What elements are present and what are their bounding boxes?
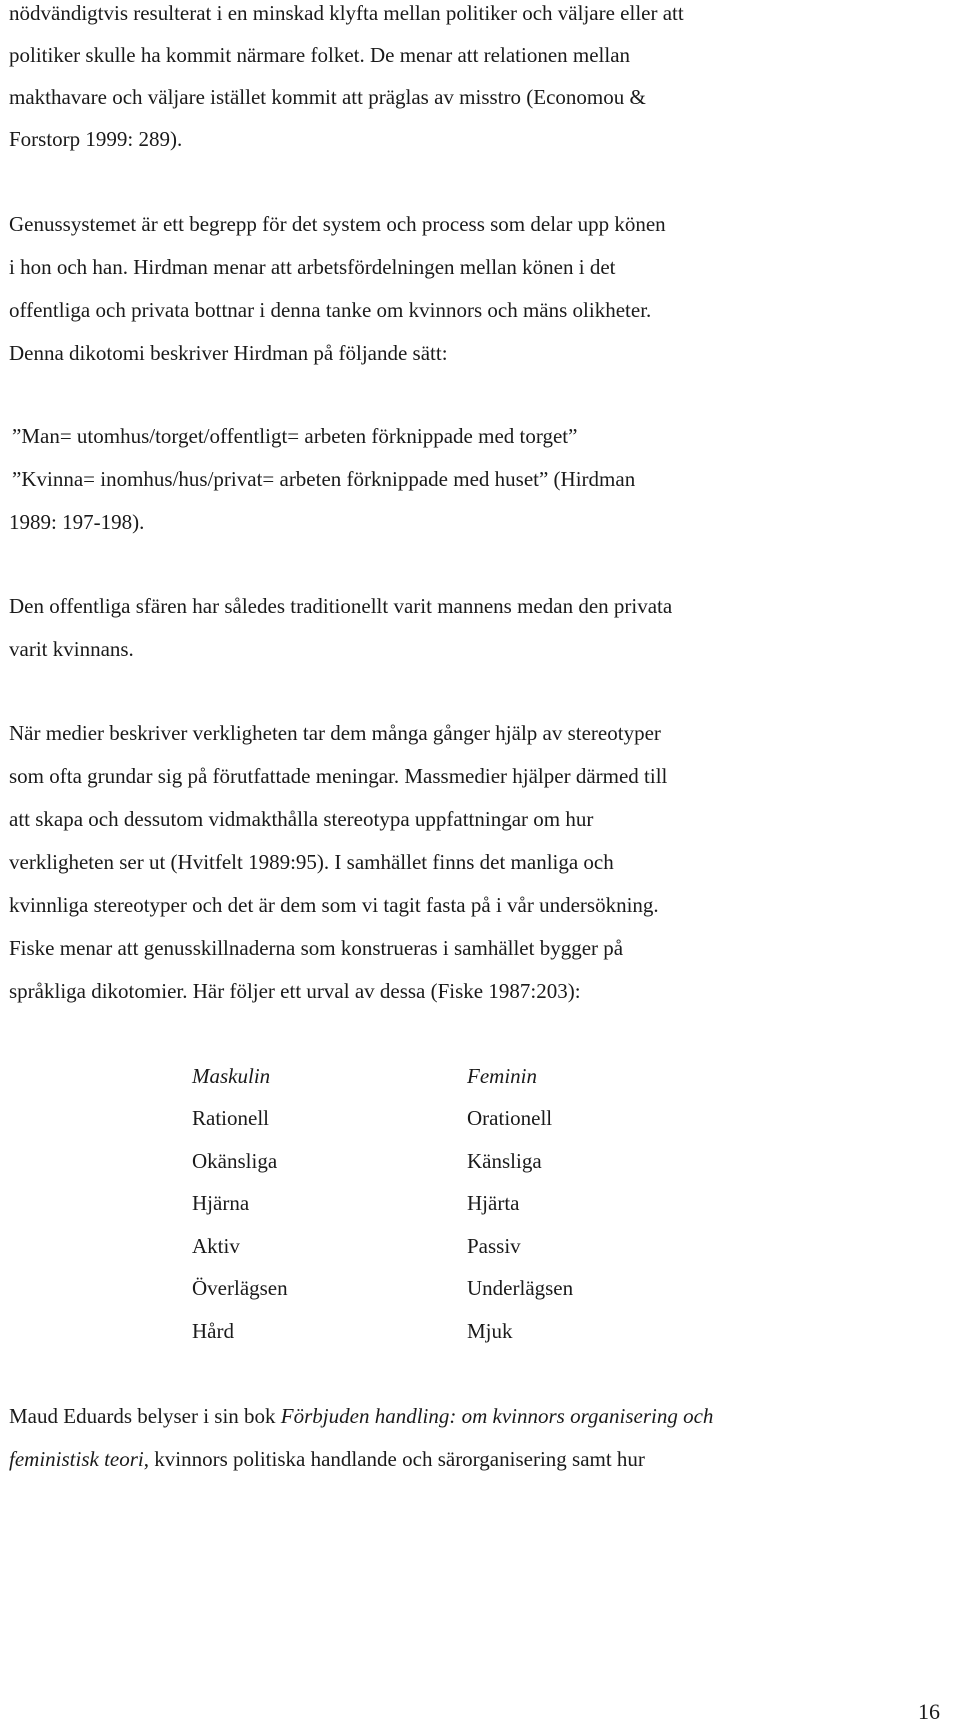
- table-cell: Aktiv: [192, 1234, 240, 1258]
- quote-line: ”Man= utomhus/torget/offentligt= arbeten förknippade med torget”: [12, 424, 578, 448]
- text-line: [9, 1406, 713, 1427]
- text-line: När medier beskriver verkligheten tar dem många gånger hjälp av stereotyper: [9, 721, 661, 745]
- page-number: 16: [918, 1699, 940, 1724]
- text-line: Den offentliga sfären har således traditionellt varit mannens medan den privata: [9, 594, 673, 618]
- text-line: Forstorp 1999: 289).: [9, 127, 183, 151]
- table-cell: Mjuk: [467, 1319, 513, 1343]
- text-line: Denna dikotomi beskriver Hirdman på följande sätt:: [9, 341, 448, 365]
- table-cell: Underlägsen: [467, 1276, 574, 1300]
- text-line: varit kvinnans.: [9, 637, 134, 661]
- text-line: [9, 1449, 645, 1470]
- text-line: politiker skulle ha kommit närmare folket. De menar att relationen mellan: [9, 43, 631, 67]
- text-line: kvinnliga stereotyper och det är dem som vi tagit fasta på i vår undersökning.: [9, 893, 659, 917]
- quote-line: 1989: 197-198).: [9, 510, 145, 534]
- text-line: offentliga och privata bottnar i denna tanke om kvinnors och mäns olikheter.: [9, 298, 652, 322]
- text-line: nödvändigtvis resulterat i en minskad klyfta mellan politiker och väljare eller att: [9, 1, 684, 25]
- text-line: i hon och han. Hirdman menar att arbetsfördelningen mellan könen i det: [9, 255, 616, 279]
- text-span: Maud Eduards belyser i sin bok: [9, 1404, 281, 1428]
- table-cell: Orationell: [467, 1106, 553, 1130]
- table-cell: Överlägsen: [192, 1276, 288, 1300]
- table-cell: Känsliga: [467, 1149, 542, 1173]
- table-cell: Passiv: [467, 1234, 521, 1258]
- quote-line: ”Kvinna= inomhus/hus/privat= arbeten förknippade med huset” (Hirdman: [12, 467, 636, 491]
- text-span: , kvinnors politiska handlande och särorganisering samt hur: [143, 1447, 645, 1471]
- text-line: språkliga dikotomier. Här följer ett urval av dessa (Fiske 1987:203):: [9, 979, 581, 1003]
- table-cell: Hjärta: [467, 1191, 520, 1215]
- table-cell: Okänsliga: [192, 1149, 278, 1173]
- text-line: som ofta grundar sig på förutfattade meningar. Massmedier hjälper därmed till: [9, 764, 668, 788]
- text-line: Fiske menar att genusskillnaderna som konstrueras i samhället bygger på: [9, 936, 624, 960]
- table-cell: Hård: [192, 1319, 234, 1343]
- text-line: att skapa och dessutom vidmakthålla stereotypa uppfattningar om hur: [9, 807, 594, 831]
- book-title-italic: Förbjuden handling: om kvinnors organisering och: [280, 1404, 714, 1428]
- column-header-masculine: Maskulin: [192, 1064, 271, 1088]
- table-cell: Rationell: [192, 1106, 269, 1130]
- text-line: Genussystemet är ett begrepp för det system och process som delar upp könen: [9, 212, 666, 236]
- book-title-italic: feministisk teori: [9, 1447, 144, 1471]
- text-line: makthavare och väljare istället kommit att präglas av misstro (Economou &: [9, 85, 646, 109]
- text-line: verkligheten ser ut (Hvitfelt 1989:95). I samhället finns det manliga och: [9, 850, 614, 874]
- column-header-feminine: Feminin: [467, 1064, 537, 1088]
- table-cell: Hjärna: [192, 1191, 250, 1215]
